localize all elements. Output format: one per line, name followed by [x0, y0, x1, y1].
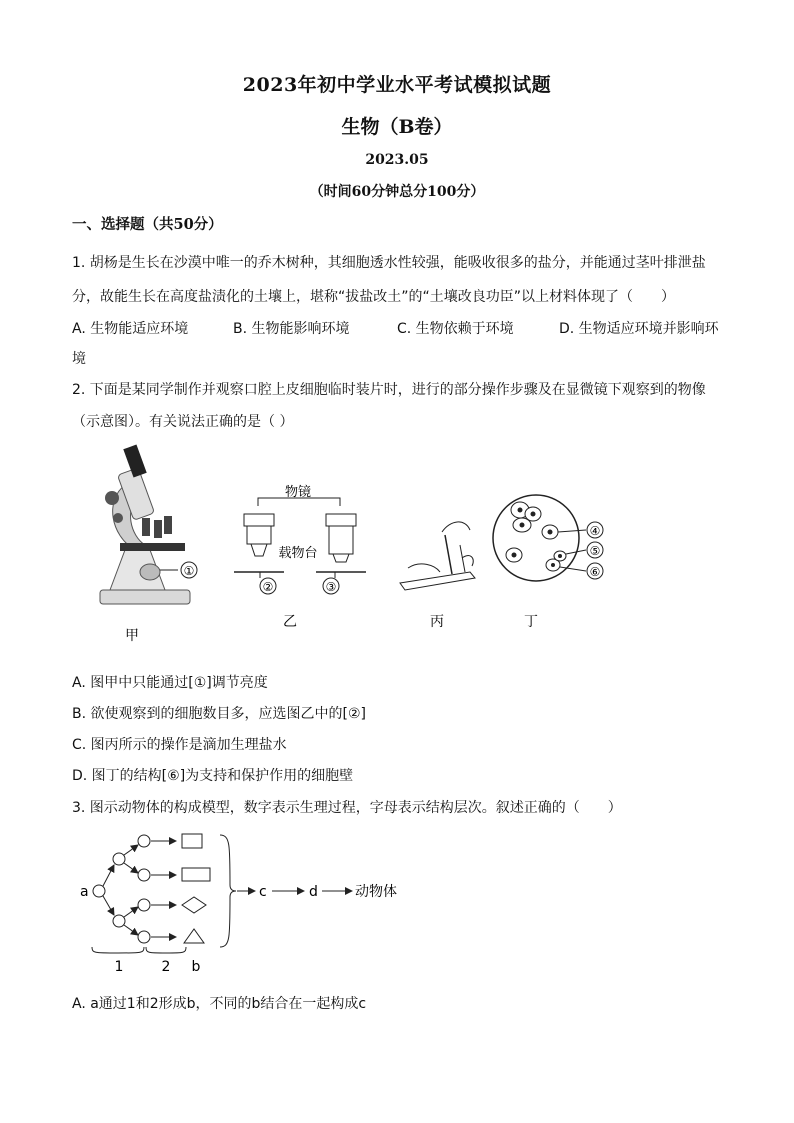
q1-option-d-wrap: 境: [72, 351, 86, 367]
q1-stem-line1: 1. 胡杨是生长在沙漠中唯一的乔木树种，其细胞透水性较强，能吸收很多的盐分，并能通过茎叶排泄盐: [72, 255, 706, 271]
q3-stem: 3. 图示动物体的构成模型，数字表示生理过程，字母表示结构层次。叙述正确的（ ）: [72, 800, 622, 816]
fig3-label-d: d: [309, 884, 318, 900]
exam-date: 2023.05: [365, 152, 429, 168]
fig-label-stage: 载物台: [278, 546, 318, 561]
fig3-label-2: 2: [161, 959, 171, 975]
fig3-label-a: a: [80, 884, 89, 900]
q2-option-a: A. 图甲中只能通过[①]调节亮度: [72, 675, 268, 691]
q1-option-b: B. 生物能影响环境: [233, 321, 350, 337]
fig3-label-c: c: [259, 884, 267, 900]
q1-option-a: A. 生物能适应环境: [72, 321, 189, 337]
q1-option-d: D. 生物适应环境并影响环: [559, 321, 719, 337]
fig-label-yi: 乙: [283, 614, 297, 630]
q2-option-d: D. 图丁的结构[⑥]为支持和保护作用的细胞壁: [72, 768, 354, 784]
fig3-label-animal: 动物体: [355, 884, 397, 900]
section-heading: 一、选择题（共50分）: [72, 216, 223, 233]
exam-subtitle: 生物（B卷）: [341, 116, 453, 138]
fig-num-5: ⑤: [589, 544, 601, 558]
q2-option-b: B. 欲使观察到的细胞数目多，应选图乙中的[②]: [72, 706, 366, 722]
fig-num-2: ②: [262, 580, 274, 594]
fig-label-jia: 甲: [125, 628, 139, 644]
q3-figure: [72, 825, 432, 980]
q1-option-c: C. 生物依赖于环境: [397, 321, 514, 337]
fig-num-3: ③: [325, 580, 337, 594]
q2-option-c: C. 图丙所示的操作是滴加生理盐水: [72, 737, 287, 753]
fig-label-ding: 丁: [524, 614, 538, 630]
fig-num-6: ⑥: [589, 565, 601, 579]
q3-option-a: A. a通过1和2形成b，不同的b结合在一起构成c: [72, 996, 367, 1012]
fig-label-bing: 丙: [430, 614, 444, 630]
q2-stem-line1: 2. 下面是某同学制作并观察口腔上皮细胞临时装片时，进行的部分操作步骤及在显微镜下观察到的物像: [72, 382, 706, 398]
fig-num-1: ①: [183, 564, 195, 578]
fig3-label-1: 1: [114, 959, 124, 975]
slide-operation-sketch: [400, 522, 475, 630]
q2-figure: [90, 440, 630, 645]
microscope-illustration: [100, 445, 197, 644]
q1-stem-line2: 分，故能生长在高度盐渍化的土壤上，堪称“拔盐改土”的“土壤改良功臣”以上材料体现了（ ）: [72, 289, 676, 305]
objective-lenses-diagram: [234, 484, 366, 630]
fig-num-4: ④: [589, 524, 601, 538]
fig-label-objective: 物镜: [284, 485, 312, 500]
fig3-label-b: b: [191, 959, 201, 975]
microscope-view: [493, 495, 603, 630]
exam-time-note: （时间60分钟总分100分）: [309, 184, 485, 200]
q2-stem-line2: （示意图）。有关说法正确的是（ ）: [72, 414, 294, 430]
exam-title: 2023年初中学业水平考试模拟试题: [242, 74, 552, 96]
